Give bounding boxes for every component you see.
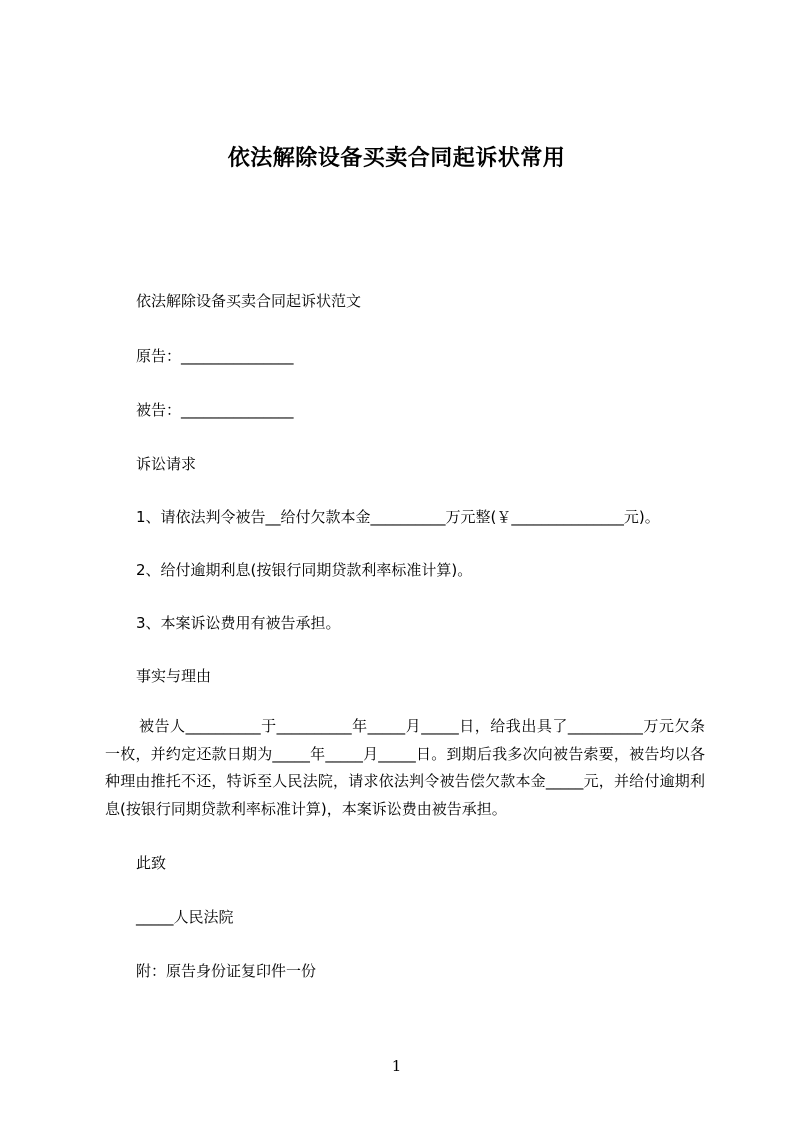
document-title: 依法解除设备买卖合同起诉状常用 (227, 146, 566, 171)
closing-line: 此致 (136, 854, 167, 872)
page-number: 1 (391, 1057, 402, 1075)
attachment-line: 附：原告身份证复印件一份 (136, 962, 317, 980)
claim-item-1: 1、请依法判令被告__给付欠款本金__________万元整(￥_______________元)。 (136, 508, 660, 526)
claims-heading: 诉讼请求 (136, 455, 197, 473)
defendant-line: 被告：_______________ (136, 401, 294, 419)
plaintiff-line: 原告：_______________ (136, 347, 294, 365)
court-line: _____人民法院 (136, 908, 234, 926)
facts-heading: 事实与理由 (136, 667, 212, 685)
claim-item-3: 3、本案诉讼费用有被告承担。 (136, 614, 341, 632)
facts-body: 被告人__________于__________年_____月_____日，给我出具了__________万元欠条一枚，并约定还款日期为_____年_____月_____日。到期后我多次向被告索要，被告均以各种理由推托不还，特诉至人民法院，请求依法判令被告偿欠款本金_____元，并给付逾期利息(按银行同期贷款利率标准计算)，本案诉讼费由被告承担。 (105, 717, 705, 818)
document-subtitle: 依法解除设备买卖合同起诉状范文 (136, 292, 362, 310)
claim-item-2: 2、给付逾期利息(按银行同期贷款利率标准计算)。 (136, 561, 473, 579)
